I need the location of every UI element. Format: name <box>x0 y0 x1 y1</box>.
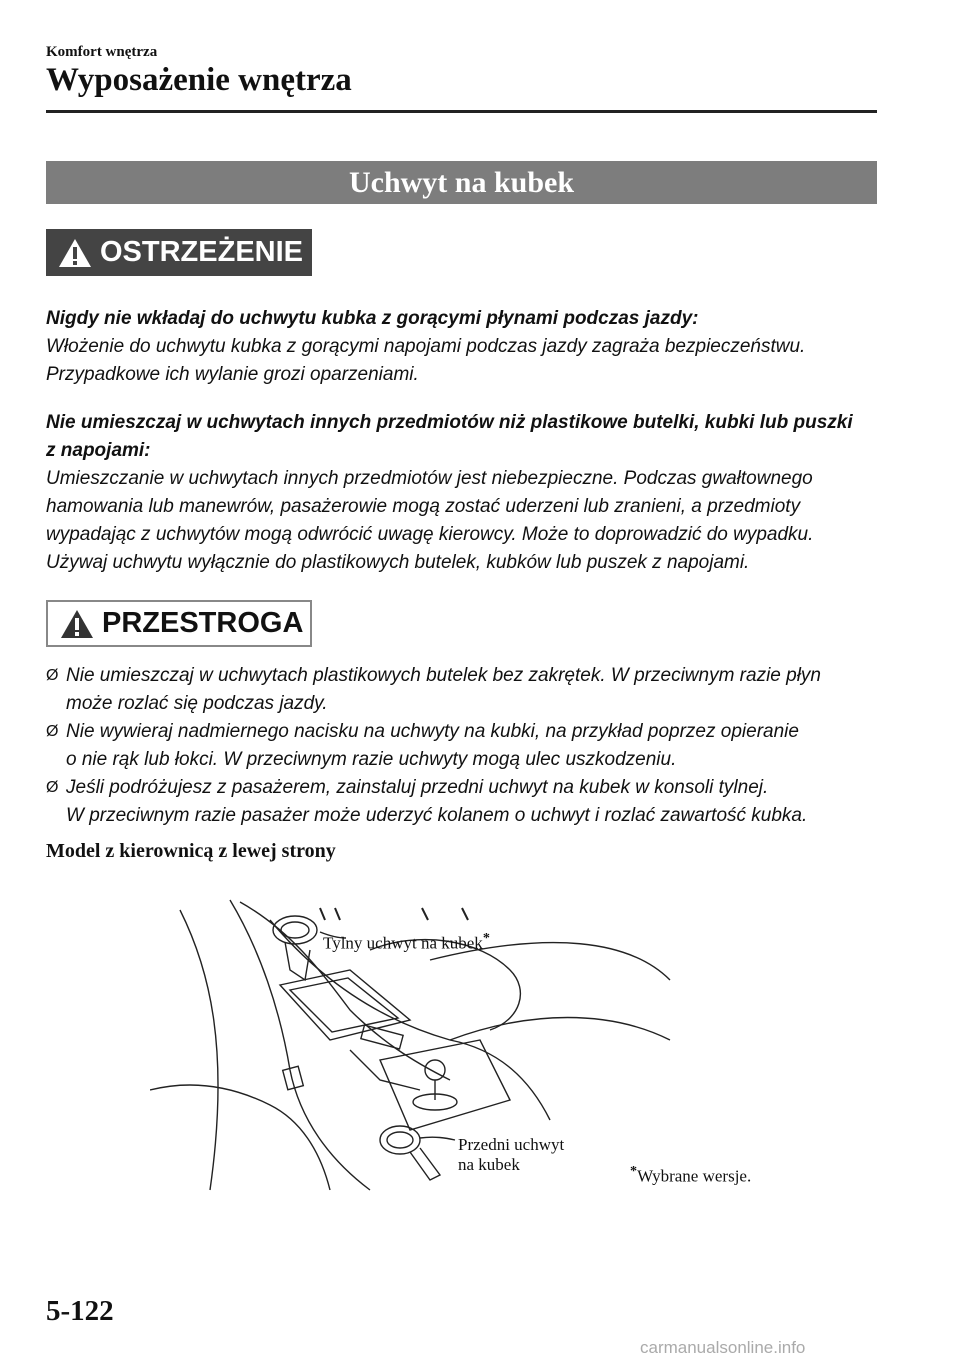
model-heading: Model z kierownicą z lewej strony <box>46 840 336 862</box>
warning-p2-line: wypadając z uchwytów mogą odwrócić uwagę kierowcy. Może to doprowadzić do wypadku. <box>46 524 814 545</box>
caution-item: Ø Jeśli podróżujesz z pasażerem, zainstaluj przedni uchwyt na kubek w konsoli tylnej. W przeciwnym razie pasażer może uderzyć kolanem o uchwyt i rozlać zawartość kubka. <box>46 774 886 830</box>
front-cup-holder-callout: Przedni uchwyt <box>458 1135 565 1154</box>
versions-note: *Wybrane wersje. <box>630 1163 752 1186</box>
bullet-arrow-icon: Ø <box>46 779 59 796</box>
topic-title-band: Uchwyt na kubek <box>46 161 877 204</box>
warning-label <box>46 229 312 276</box>
warning-p1-line: Przypadkowe ich wylanie grozi oparzeniami. <box>46 364 419 385</box>
warning-p2-heading: Nie umieszczaj w uchwytach innych przedmiotów niż plastikowe butelki, kubki lub puszki <box>46 412 853 433</box>
warning-p1-line: Włożenie do uchwytu kubka z gorącymi napojami podczas jazdy zagraża bezpieczeństwu. <box>46 336 806 357</box>
watermark-text: carmanualsonline.info <box>640 1338 806 1357</box>
warning-p1-heading: Nigdy nie wkładaj do uchwytu kubka z gorącymi płynami podczas jazdy: <box>46 308 699 329</box>
title-rule <box>46 110 877 113</box>
warning-p2-line: hamowania lub manewrów, pasażerowie mogą zostać uderzeni lub zranieni, a przedmioty <box>46 496 801 517</box>
warning-p2-line: Używaj uchwytu wyłącznie do plastikowych butelek, kubków lub puszek z napojami. <box>46 552 750 573</box>
caution-triangle-icon <box>60 609 94 639</box>
warning-label-text: OSTRZEŻENIE <box>100 236 304 268</box>
bullet-arrow-icon: Ø <box>46 723 59 740</box>
bullet-arrow-icon: Ø <box>46 667 59 684</box>
caution-item: Ø Nie wywieraj nadmiernego nacisku na uchwyty na kubki, na przykład poprzez opieranie o nie rąk lub łokci. W przeciwnym razie uchwyty mogą ulec uszkodzeniu. <box>46 718 886 774</box>
caution-label-text: PRZESTROGA <box>102 607 304 639</box>
rear-cup-holder-callout: Tylny uchwyt na kubek* <box>323 930 490 953</box>
caution-label <box>46 600 312 647</box>
section-name: Komfort wnętrza <box>46 44 158 60</box>
caution-item: Ø Nie umieszczaj w uchwytach plastikowych butelek bez zakrętek. W przeciwnym razie płyn może rozlać się podczas jazdy. <box>46 662 886 718</box>
warning-p2-heading: z napojami: <box>46 440 151 461</box>
page-title: Wyposażenie wnętrza <box>46 62 352 98</box>
warning-p2-line: Umieszczanie w uchwytach innych przedmiotów jest niebezpieczne. Podczas gwałtownego <box>46 468 813 489</box>
page-number: 5-122 <box>46 1295 114 1327</box>
front-cup-holder-callout: na kubek <box>458 1155 520 1174</box>
warning-triangle-icon <box>58 238 92 268</box>
